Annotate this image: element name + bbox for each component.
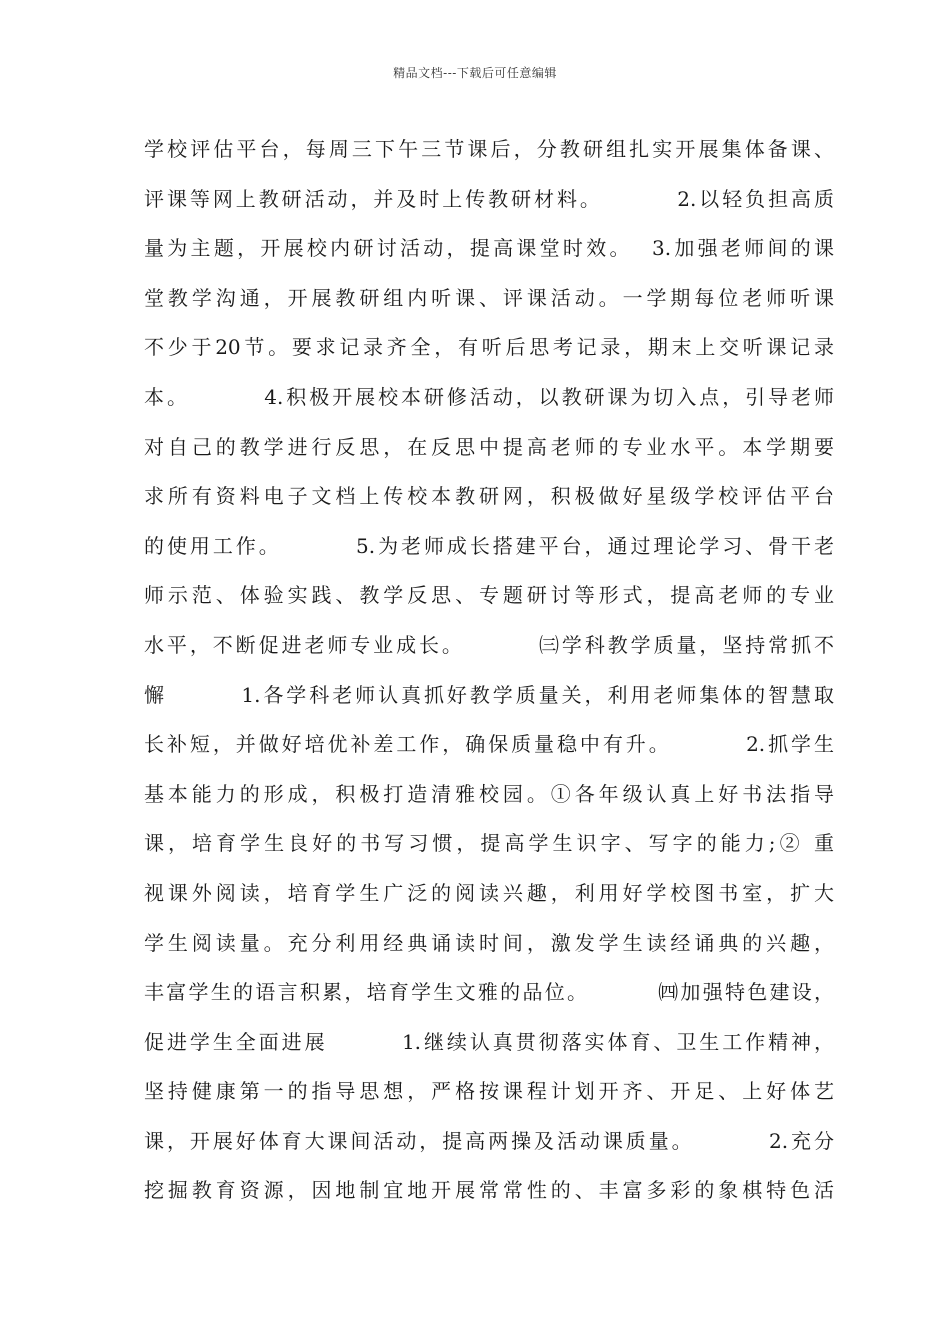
text-line: 挖掘教育资源，因地制宜地开展常常性的、丰富多彩的象棋特色活: [144, 1178, 834, 1203]
text-line: 长补短，并做好培优补差工作，确保质量稳中有升。 2.抓学生: [144, 732, 834, 757]
text-line: 促进学生全面进展 1.继续认真贯彻落实体育、卫生工作精神，: [144, 1029, 834, 1054]
text-line: 不少于20节。要求记录齐全，有听后思考记录，期末上交听课记录: [144, 335, 834, 360]
text-line: 课，开展好体育大课间活动，提高两操及活动课质量。 2.充分: [144, 1128, 834, 1153]
page-header: 精品文档---下载后可任意编辑: [393, 66, 557, 80]
text-line: 的使用工作。 5.为老师成长搭建平台，通过理论学习、骨干老: [144, 533, 834, 558]
text-line: 课，培育学生良好的书写习惯，提高学生识字、写字的能力;② 重: [144, 831, 834, 856]
text-line: 学校评估平台，每周三下午三节课后，分教研组扎实开展集体备课、: [144, 137, 834, 161]
text-line: 视课外阅读，培育学生广泛的阅读兴趣，利用好学校图书室，扩大: [144, 880, 834, 905]
text-line: 懈 1.各学科老师认真抓好教学质量关，利用老师集体的智慧取: [144, 682, 834, 707]
text-line: 水平，不断促进老师专业成长。 ㈢学科教学质量，坚持常抓不: [144, 632, 834, 657]
text-line: 丰富学生的语言积累，培育学生文雅的品位。 ㈣加强特色建设，: [144, 980, 834, 1005]
text-line: 对自己的教学进行反思，在反思中提高老师的专业水平。本学期要: [144, 434, 834, 459]
text-line: 坚持健康第一的指导思想，严格按课程计划开齐、开足、上好体艺: [144, 1079, 834, 1104]
text-line: 量为主题，开展校内研讨活动，提高课堂时效。 3.加强老师间的课: [144, 236, 834, 261]
text-line: 堂教学沟通，开展教研组内听课、评课活动。一学期每位老师听课: [144, 285, 834, 310]
text-line: 评课等网上教研活动，并及时上传教研材料。 2.以轻负担高质: [144, 186, 834, 211]
text-line: 本。 4.积极开展校本研修活动，以教研课为切入点，引导老师: [144, 384, 834, 409]
text-line: 求所有资料电子文档上传校本教研网，积极做好星级学校评估平台: [144, 484, 834, 509]
document-body: [144, 125, 834, 1216]
text-line: 基本能力的形成，积极打造清雅校园。①各年级认真上好书法指导: [144, 781, 834, 806]
text-line: 学生阅读量。充分利用经典诵读时间，激发学生读经诵典的兴趣，: [144, 930, 834, 955]
text-line: 师示范、体验实践、教学反思、专题研讨等形式，提高老师的专业: [144, 583, 834, 608]
